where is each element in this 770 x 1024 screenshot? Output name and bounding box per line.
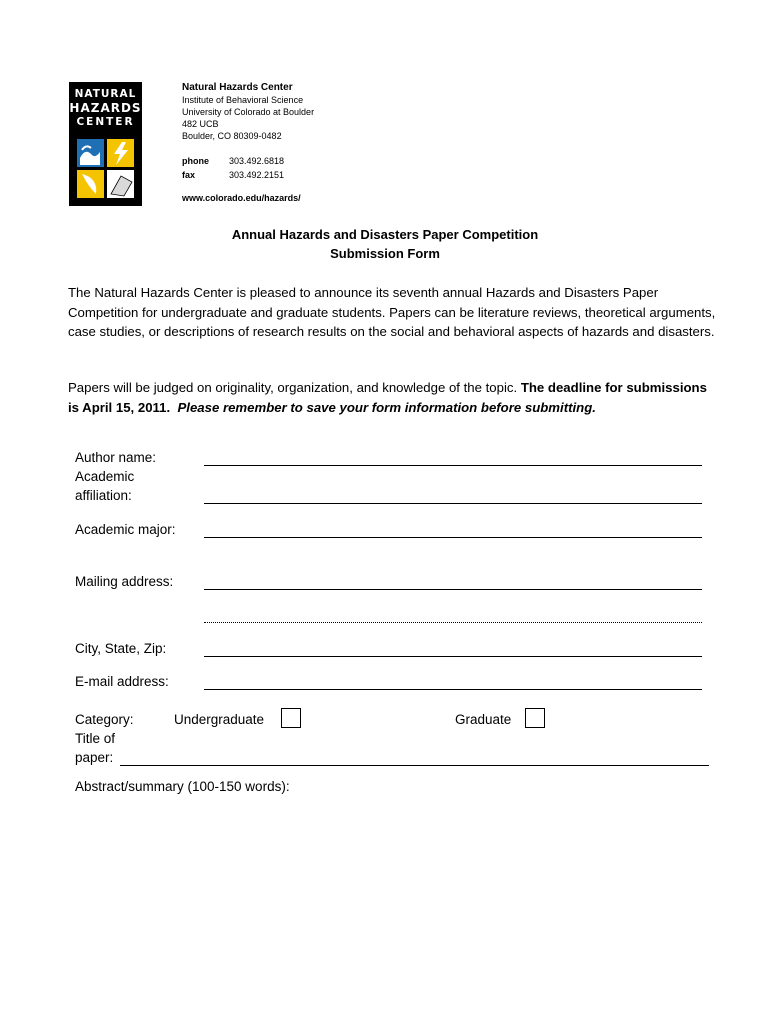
address-line: Institute of Behavioral Science (182, 95, 304, 105)
phone-number: 303.492.6818 (229, 156, 285, 166)
mailing-address-label: Mailing address: (75, 574, 174, 589)
mailing-address-field-line2[interactable] (204, 622, 702, 623)
form-title: Annual Hazards and Disasters Paper Competition (231, 227, 539, 242)
org-name: Natural Hazards Center (182, 82, 293, 93)
undergraduate-label: Undergraduate (174, 712, 265, 727)
city-state-zip-field[interactable] (204, 656, 702, 657)
logo-word-center: CENTER (76, 116, 135, 128)
undergraduate-checkbox[interactable] (281, 708, 301, 728)
graduate-checkbox[interactable] (525, 708, 545, 728)
judging-text: Papers will be judged on originality, organization, and knowledge of the topic. (68, 380, 521, 395)
form-subtitle: Submission Form (330, 246, 440, 261)
paper-title-field[interactable] (120, 765, 709, 766)
address-line: University of Colorado at Boulder (182, 107, 315, 117)
affiliation-label-line2: affiliation: (75, 488, 132, 503)
paper-title-label-line2: paper: (75, 750, 114, 765)
author-name-label: Author name: (75, 450, 157, 465)
author-name-field[interactable] (204, 465, 702, 466)
major-field[interactable] (204, 537, 702, 538)
deadline-text: The deadline for submissions is April 15, 2011. (68, 380, 707, 415)
affiliation-label-line1: Academic (75, 469, 135, 484)
email-field[interactable] (204, 689, 702, 690)
natural-hazards-logo (69, 82, 142, 206)
email-label: E-mail address: (75, 674, 169, 689)
affiliation-field[interactable] (204, 503, 702, 504)
website-link[interactable]: www.colorado.edu/hazards/ (182, 193, 301, 203)
fax-number: 303.492.2151 (229, 170, 285, 180)
phone-label: phone (182, 156, 209, 166)
abstract-label: Abstract/summary (100-150 words): (75, 779, 290, 794)
intro-paragraph: The Natural Hazards Center is pleased to announce its seventh annual Hazards and Disasters Paper Competition for undergraduate and graduate students. Papers can be literature reviews, theoretical arguments, case studies, or descriptions of research results on the social and behavioral aspects of hazards and disasters. (68, 285, 716, 339)
paper-title-label-line1: Title of (75, 731, 116, 746)
major-label: Academic major: (75, 522, 176, 537)
hazard-tiles-icon (76, 138, 136, 200)
mailing-address-field[interactable] (204, 589, 702, 590)
save-reminder: Please remember to save your form information before submitting. (177, 399, 596, 415)
judging-paragraph (68, 378, 718, 417)
address-line: Boulder, CO 80309-0482 (182, 131, 282, 141)
address-line: 482 UCB (182, 119, 219, 129)
fax-label: fax (182, 170, 196, 180)
logo-word-hazards: HAZARDS (69, 101, 142, 115)
city-state-zip-label: City, State, Zip: (75, 641, 167, 656)
logo-word-natural: NATURAL (74, 88, 137, 100)
category-label: Category: (75, 712, 134, 727)
letterhead-address (182, 82, 314, 142)
graduate-label: Graduate (455, 712, 512, 727)
